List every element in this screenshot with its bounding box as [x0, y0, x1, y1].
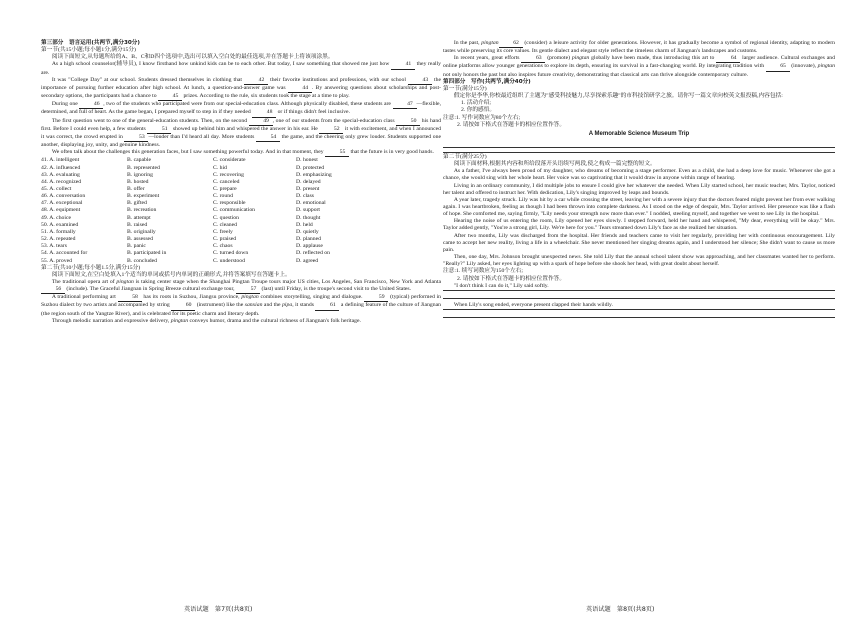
- option-cell: 42. A. influenced: [41, 164, 81, 171]
- passage-text: . By answering questions about scholarships and post-secondary options, the participants had a chance to: [41, 84, 441, 100]
- passage-text: (instrument) like the: [195, 302, 245, 309]
- passage-text: (typical) performed in Suzhou dialect by two artists and accompanied by string: [41, 294, 442, 309]
- option-cell: D. held: [296, 221, 313, 228]
- story-paragraph: Living in an ordinary community, I did multiple jobs to ensure I could give her whatever she needed. When Lily started school, her music teacher, Mrs. Taylor, noticed her talent and offered to instruct her. With dedication, Lily's singing improved by leaps and bounds.: [443, 182, 835, 196]
- passage-text: (include). The Graceful Jiangnan in Spring Breeze cultural exchange tour,: [65, 286, 237, 293]
- options-table: [41, 157, 376, 264]
- option-cell: 44. A. recognized: [41, 178, 82, 185]
- option-cell: C. hid: [213, 164, 227, 171]
- note-item: 注意:1. 写作词数应为80个左右;: [443, 114, 521, 121]
- passage-text: (promote): [545, 55, 572, 62]
- section3-title: 第三部分 语言运用(共两节,满分30分): [41, 40, 140, 46]
- option-cell: C. praised: [213, 236, 237, 243]
- passage-paragraph: [443, 40, 835, 55]
- passage-text: a defining feature of the culture of Jiangnan (the region south of the Yangtze River), and is celebrated for its poetic charm and literary depth.: [41, 302, 441, 317]
- option-cell: D. honest: [296, 157, 318, 164]
- option-cell: 48. A. equipment: [41, 207, 81, 214]
- option-cell: 51. A. formally: [41, 228, 76, 235]
- note-item: 注意:1. 续写词数应为150个左右;: [443, 268, 523, 275]
- section4-part1-title: 第一节(满分15分): [443, 85, 487, 92]
- blank[interactable]: 61: [315, 302, 339, 310]
- essay-title: A Memorable Science Museum Trip: [588, 130, 690, 137]
- section4-part2-body: [443, 161, 835, 268]
- option-cell: D. class: [296, 193, 315, 200]
- option-cell: 45. A. collect: [41, 185, 72, 192]
- blank[interactable]: 45: [158, 93, 182, 101]
- option-cell: 55. A. proved: [41, 257, 72, 264]
- option-cell: B. assessed: [127, 236, 153, 243]
- option-row: [41, 229, 376, 236]
- option-cell: 46. A. conversation: [41, 193, 86, 200]
- answer-line: [443, 148, 835, 153]
- option-cell: B. ignoring: [127, 171, 153, 178]
- blank[interactable]: 46: [79, 101, 103, 109]
- option-row: [41, 172, 376, 179]
- option-cell: D. thought: [296, 214, 321, 221]
- option-cell: D. emphasizing: [296, 171, 332, 178]
- section4-part1-notes: [443, 115, 835, 129]
- option-cell: 43. A. evaluating: [41, 171, 80, 178]
- option-row: [41, 236, 376, 243]
- passage-text: conveys humor, drama and the cultural richness of Jiangnan's folk heritage.: [188, 317, 361, 324]
- passage-text: , it stands: [292, 302, 316, 309]
- section4-part1-instructions: 假定你是李华,你校最近组织了主题为"感受科技魅力,尽享探索乐趣"的市科技馆研学之旅。请你写一篇文章向校英文报投稿,内容包括:: [453, 93, 783, 100]
- passage-paragraph: [41, 101, 441, 117]
- option-cell: B. attempt: [127, 214, 151, 221]
- option-cell: C. responsible: [213, 200, 246, 207]
- option-row: [41, 186, 376, 193]
- story-paragraph: Hearing the noise of us entering the room, Lily opened her eyes slowly. I stepped forward, held her hand and whispered, "My dear, everything will be okay." Mrs. Taylor added gently, "You're a strong girl, Lily. We're here for you." Tears streamed down Lily's face as she realized her situation.: [443, 218, 835, 232]
- blank[interactable]: 57: [236, 286, 260, 294]
- passage-text: they really are.: [41, 61, 441, 76]
- passage-text: the game, and the cheering only grew louder. Students supported one another, displaying joy, unity, and genuine kindness.: [41, 133, 442, 149]
- passage-text: showed up behind him and whispered the answer in his ear. He: [171, 125, 320, 132]
- page-footer-left: 英语试题 第7页(共8页): [184, 606, 253, 613]
- option-cell: D. quietly: [296, 228, 319, 235]
- section4-part1-body: [443, 93, 835, 100]
- passage-text: In recent years, great efforts: [453, 55, 522, 62]
- option-cell: B. concluded: [127, 257, 158, 264]
- option-cell: 50. A. examined: [41, 221, 79, 228]
- option-row: [41, 207, 376, 214]
- story-paragraph: As a father, I've always been proud of my daughter, who dreams of becoming a stage performer. Even as a child, she had a deep love for music. Whenever she got a chance, she would sing with her whole heart. Her voice was so captivating that it would draw in anyone within range of hearing.: [443, 168, 835, 182]
- grammar-passage-cont-paras: [443, 40, 835, 79]
- blank[interactable]: 60: [171, 302, 195, 310]
- section3-part2-instructions: 阅读下面短文,在空白处填入1个适当的单词或括号内单词的正确形式,并将答案填写在答题卡上。: [51, 271, 291, 278]
- passage-text: Through melodic narration and expressive delivery,: [51, 317, 171, 324]
- passage-text: The traditional opera art of: [51, 279, 117, 285]
- blank[interactable]: 43: [408, 77, 432, 85]
- section4-part1-points: [443, 100, 835, 114]
- passage-text: (last) until Friday, is the troupe's second visit to the United States.: [260, 286, 412, 293]
- passage-paragraph: [41, 118, 441, 150]
- blank[interactable]: 59: [364, 294, 388, 302]
- italic-term: pingtan: [481, 40, 499, 46]
- blank[interactable]: 50: [396, 118, 420, 126]
- passage-text: A traditional performing art: [51, 294, 118, 301]
- passage-text: It was "College Day" at our school. Students dressed themselves in clothing that: [51, 76, 245, 83]
- passage-text: —flexible, determined, and full of heart. As the game began, I prepared myself to step in if they needed: [41, 101, 441, 116]
- section3-part1-body: [41, 54, 441, 157]
- passage-text: During one: [51, 101, 80, 108]
- passage-paragraph: [41, 77, 441, 101]
- option-row: [41, 222, 376, 229]
- option-cell: D. support: [296, 207, 321, 214]
- italic-term: sanxian: [244, 302, 263, 309]
- italic-term: pingtan: [116, 279, 134, 285]
- option-row: [41, 258, 376, 265]
- passage-text: larger audience. Cultural exchanges and online platforms allow younger generations to explore its depth, ensuring its survival in a fast-changing world. By integrating tradition with: [443, 55, 835, 70]
- option-cell: D. applause: [296, 243, 323, 250]
- story-paragraph: Then, one day, Mrs. Johnson brought unexpected news. She told Lily that the annual school talent show was approaching, and her classmates wanted her to perform. "Really?" Lily asked, her eyes lighting up with a spark of hope before she shook her head, with great doubt about herself.: [443, 254, 835, 268]
- left-page: [41, 40, 441, 325]
- blank[interactable]: 41: [391, 61, 415, 69]
- passage-text: his hand first. Before I could even help, a few students: [41, 117, 442, 132]
- italic-term: pipa: [282, 302, 293, 309]
- grammar-passage-continued: [443, 40, 835, 79]
- section4-part2-instructions: 阅读下面材料,根据其内容和所给段落开头语续写两段,使之构成一篇完整的短文。: [453, 161, 656, 168]
- option-cell: 49. A. choice: [41, 214, 72, 221]
- blank[interactable]: 49: [249, 118, 273, 126]
- option-cell: C. cleaned: [213, 221, 238, 228]
- passage-text: —louder than I'd heard all day. More students: [148, 133, 257, 140]
- option-cell: C. considerate: [213, 157, 246, 164]
- option-row: [41, 157, 376, 164]
- option-cell: B. recreation: [127, 207, 157, 214]
- passage-paragraph: [41, 61, 441, 76]
- option-cell: B. originally: [127, 228, 156, 235]
- passage-text: or if things didn't feel inclusive.: [276, 109, 350, 116]
- answer-line: [443, 140, 835, 148]
- passage-text: globally have been made, thus introducing this art to: [589, 55, 717, 62]
- blank[interactable]: 44: [288, 85, 312, 93]
- blank[interactable]: 56: [41, 286, 65, 294]
- option-cell: C. prepare: [213, 185, 237, 192]
- blank[interactable]: 53: [124, 134, 148, 142]
- blank[interactable]: 52: [319, 126, 343, 134]
- point-item: 1. 活动介绍;: [461, 100, 492, 107]
- passage-text: (innovate),: [789, 63, 818, 70]
- blank[interactable]: 47: [393, 101, 417, 109]
- option-cell: 47. A. exceptional: [41, 200, 83, 207]
- italic-term: pingtan: [170, 317, 189, 324]
- blank[interactable]: 63: [521, 55, 545, 63]
- story-paragraph: After two months, Lily was discharged from the hospital. Her friends and teachers came to visit her regularly, providing her with continuous encouragement. Lily came to accept her new reality, living a life in a wheelchair. She never mentioned her singing dreams again, and I understood her silence; She didn't want to cause us more pain.: [443, 232, 835, 253]
- passage-text: has its roots in Suzhou, Jiangsu province,: [141, 294, 242, 301]
- cloze-passage: [41, 61, 441, 157]
- passage-text: their favorite institutions and professions, with our school: [268, 76, 408, 83]
- option-cell: D. delayed: [296, 178, 321, 185]
- option-cell: D. agreed: [296, 257, 319, 264]
- option-cell: B. panic: [127, 243, 146, 250]
- option-cell: B. hosted: [127, 178, 149, 185]
- option-row: [41, 215, 376, 222]
- option-row: [41, 200, 376, 207]
- passage-text: , one of our students from the special-education class: [272, 117, 397, 124]
- option-cell: B. represented: [127, 164, 160, 171]
- note-item: 2. 请按如下格式在答题卡的相应位置作答。: [457, 275, 566, 282]
- option-cell: C. recovering: [213, 171, 244, 178]
- section4-part2-title: 第二节(满分25分): [443, 153, 487, 160]
- option-cell: D. reflected on: [296, 250, 330, 257]
- passage-text: is taking center stage when the Shanghai Pingtan Troupe tours major US cities, Los Angeles, San Francisco, New York and Atlanta: [133, 279, 441, 285]
- blank[interactable]: 48: [252, 109, 276, 117]
- option-cell: C. round: [213, 193, 233, 200]
- blank[interactable]: 42: [244, 77, 268, 85]
- passage-text: combines storytelling, singing and dialogue.: [258, 294, 365, 301]
- option-cell: 53. A. tears: [41, 243, 67, 250]
- option-cell: 52. A. repeated: [41, 236, 76, 243]
- passage-text: We often talk about the challenges this generation faces, but I saw something powerful today. And in that moment, they: [51, 149, 326, 156]
- page-footer-right: 英语试题 第8页(共8页): [586, 606, 655, 613]
- point-item: 2. 你的感悟。: [461, 107, 496, 114]
- blank[interactable]: 54: [256, 134, 280, 142]
- option-cell: D. present: [296, 185, 320, 192]
- option-row: [41, 250, 376, 257]
- passage-text: prizes. According to the rule, six students took the stage at a time to play.: [182, 93, 350, 100]
- section3-part2-title: 第二节(共10小题;每小题1.5分,满分15分): [41, 264, 141, 271]
- blank[interactable]: 62: [499, 40, 523, 48]
- option-cell: C. chaos: [213, 243, 233, 250]
- option-cell: B. experiment: [127, 193, 160, 200]
- passage-paragraph: [41, 294, 441, 317]
- option-cell: C. freely: [213, 228, 233, 235]
- option-cell: B. capable: [127, 157, 152, 164]
- grammar-passage: [41, 279, 441, 325]
- continuation-area: [443, 283, 835, 318]
- passage-text: it with excitement, and when I announced it was correct, the crowd erupted in: [41, 125, 441, 140]
- option-cell: C. communication: [213, 207, 256, 214]
- option-cell: C. question: [213, 214, 239, 221]
- italic-term: pingtan: [241, 294, 259, 301]
- option-cell: C. understood: [213, 257, 245, 264]
- option-row: [41, 165, 376, 172]
- option-row: [41, 193, 376, 200]
- option-cell: D. emotional: [296, 200, 326, 207]
- blank[interactable]: 51: [147, 126, 171, 134]
- note-item: 2. 请按如下格式在答题卡的相应位置作答。: [457, 121, 566, 128]
- passage-text: The first question went to one of the general-education students. Then, on the second: [51, 117, 249, 124]
- option-cell: C. turned down: [213, 250, 249, 257]
- passage-paragraph: [443, 55, 835, 78]
- answer-line: [443, 310, 835, 318]
- section3-part1-instructions: 阅读下面短文,从每题所给的A、B、C和D四个选项中,选出可以填入空白处的最佳选项,并在答题卡上将该项涂黑。: [51, 54, 334, 61]
- option-cell: 54. A. accounted for: [41, 250, 88, 257]
- answer-line: [443, 291, 835, 299]
- section3-part1-title: 第一节(共15小题;每小题1分,满分15分): [41, 47, 136, 54]
- passage-text: (consider) a leisure activity for older generations. However, it has gradually become a symbol of regional identity, adapting to modern tastes while preserving its core values. Its gentle dialect and elegant style reflect the timeless charm of Jiangnan's landscapes and customs.: [443, 40, 835, 55]
- option-cell: C. canceled: [213, 178, 240, 185]
- option-cell: B. raised: [127, 221, 148, 228]
- section3-part2-body: [41, 272, 441, 325]
- passage-text: that the future is in very good hands.: [349, 149, 434, 156]
- blank[interactable]: 58: [118, 294, 142, 302]
- italic-term: pingtan: [817, 63, 835, 70]
- option-row: [41, 179, 376, 186]
- option-cell: 41. A. intelligent: [41, 157, 80, 164]
- passage-text: not only honors the past but also inspires future creativity, demonstrating that classical arts can thrive alongside contemporary culture.: [443, 71, 749, 78]
- story-paragraph: A year later, tragedy struck. Lily was hit by a car while crossing the street, leaving her with a severe injury that the doctors feared might prevent her from ever walking again. I was heartbroken, feeling as though I had been thrown into complete darkness. As I stood on the edge of despair, Mrs. Taylor arrived. Her presence was like a flash of hope. She comforted me, saying firmly, "Lily needs your strength now more than ever." I nodded, steeling myself, and together we went to see Lily in the hospital.: [443, 196, 835, 218]
- passage-text: the importance of pursuing further education after high school. At lunch, a question-and-answer game was: [41, 76, 441, 91]
- blank[interactable]: 65: [766, 63, 790, 71]
- story-passage: [443, 168, 835, 268]
- option-cell: B. gifted: [127, 200, 147, 207]
- blank[interactable]: 55: [325, 149, 349, 157]
- italic-term: pingtan: [571, 55, 590, 62]
- passage-text: , two of the students who participated were from our special-education class. Although physically disabled, these students are: [103, 101, 393, 108]
- continuation-start-2: When Lily's song ended, everyone present clapped their hands wildly.: [443, 302, 835, 310]
- passage-paragraph: [41, 149, 441, 157]
- passage-paragraph: [41, 279, 441, 294]
- option-cell: D. protected: [296, 164, 325, 171]
- right-page: [443, 40, 835, 318]
- passage-text: In the past,: [453, 40, 482, 46]
- blank[interactable]: 64: [716, 55, 740, 63]
- option-cell: D. planned: [296, 236, 321, 243]
- section4-title: 第四部分 写作(共两节,满分40分): [443, 78, 531, 85]
- option-cell: B. participated in: [127, 250, 167, 257]
- section4-part2-notes: [443, 268, 835, 282]
- continuation-start-1: "I don't think I can do it," Lily said softly.: [443, 283, 835, 291]
- passage-paragraph: [41, 318, 441, 325]
- passage-text: As a high school counselor(辅导员), I know firsthand how unkind kids can be to each other. But today, I saw something that showed me just how: [51, 61, 391, 68]
- passage-text: and the: [262, 302, 283, 309]
- option-cell: B. offer: [127, 185, 145, 192]
